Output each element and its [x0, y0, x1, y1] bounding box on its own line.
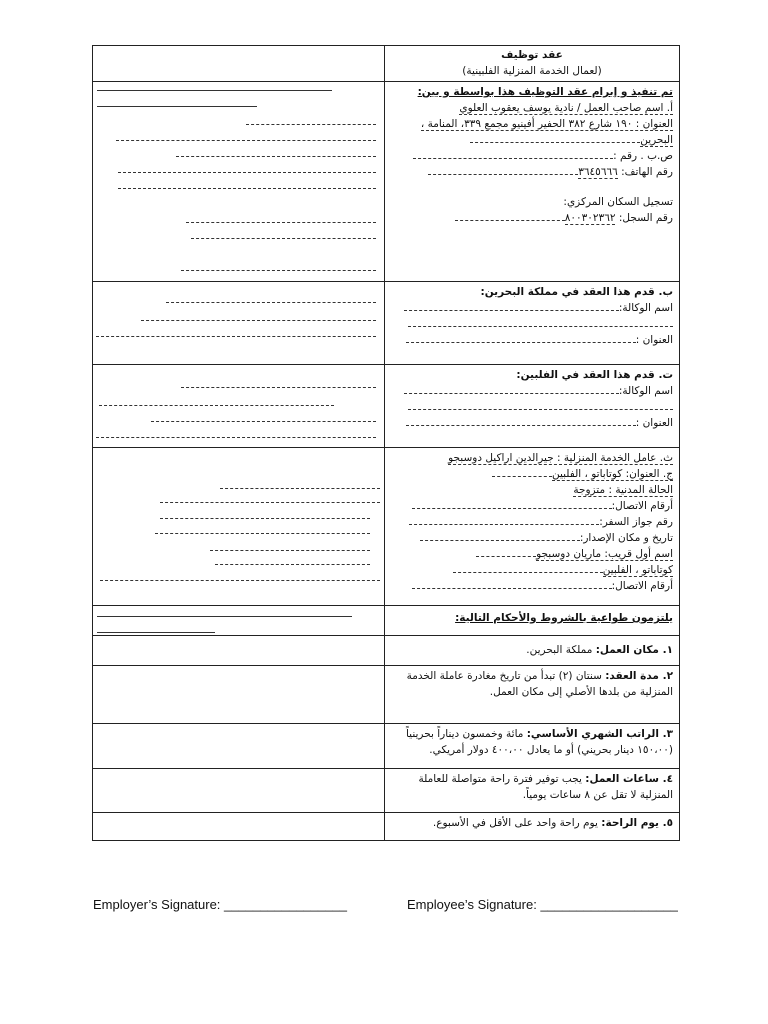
- english-term-4-cell: [93, 769, 385, 813]
- worker-row: [93, 448, 680, 606]
- bahrain-agency-name: اسم الوكالة:: [391, 300, 673, 316]
- worker-relative: اسم أول قريب: ماريان دوسبجو: [391, 546, 673, 562]
- registry-number: رقم السجل: ٨٠٠٣٠٢٣٦٢: [391, 210, 673, 226]
- term-1: ١. مكان العمل: مملكة البحرين.: [526, 644, 673, 656]
- philippines-agency-name: اسم الوكالة:: [391, 383, 673, 399]
- arabic-header-cell: [385, 46, 680, 82]
- arabic-philippines-cell: [385, 365, 680, 448]
- bahrain-agency-address: العنوان :: [391, 332, 673, 348]
- english-term-3-cell: [93, 724, 385, 769]
- fill-line: [191, 238, 376, 239]
- fill-line: [96, 336, 376, 337]
- arabic-term-4-cell: [385, 769, 680, 813]
- worker-relative-contact: أرقام الاتصال:: [391, 578, 673, 594]
- fill-line: [246, 124, 376, 125]
- phone-number: رقم الهاتف: ٣٦٤٥٦٦٦: [391, 164, 673, 180]
- contract-table: [92, 45, 680, 841]
- arabic-term-5-cell: [385, 813, 680, 841]
- arabic-term-2-cell: [385, 666, 680, 724]
- fill-line: [166, 302, 376, 303]
- term-5: ٥. يوم الراحة: يوم راحة واحد على الأقل في الأسبوع.: [432, 817, 673, 829]
- arabic-worker-cell: [385, 448, 680, 606]
- worker-name: ث. عامل الخدمة المنزلية : جيرالدين اراكيل دوسبجو: [448, 452, 673, 464]
- employer-name: أ. اسم صاحب العمل / نادية يوسف يعقوب العلوي: [459, 102, 673, 114]
- arabic-parties-cell: [385, 82, 680, 282]
- terms-heading: يلتزمون طواعية بالشروط والأحكام التالية:: [455, 612, 673, 624]
- terms-heading-row: [93, 606, 680, 636]
- term-row-5: [93, 813, 680, 841]
- worker-contact: أرقام الاتصال:: [391, 498, 673, 514]
- english-term-1-cell: [93, 636, 385, 666]
- fill-line: [210, 550, 370, 551]
- term-3: ٣. الراتب الشهري الأساسي: مائة وخمسون ديناراً بحرينياً: [405, 728, 673, 740]
- parties-heading: تم تنفيذ و إبرام عقد التوظيف هذا بواسطة و بين:: [417, 86, 673, 98]
- english-philippines-cell: [93, 365, 385, 448]
- fill-line: [155, 533, 370, 534]
- fill-line: [141, 320, 376, 321]
- fill-line: [118, 172, 376, 173]
- term-2: ٢. مدة العقد: سنتان (٢) تبدأ من تاريخ مغادرة عاملة الخدمة: [406, 670, 673, 682]
- english-term-2-cell: [93, 666, 385, 724]
- contract-subtitle: (لعمال الخدمة المنزلية الفلبينية): [462, 65, 602, 77]
- employer-signature: Employer’s Signature: _________________: [93, 897, 347, 912]
- fill-line: [97, 106, 257, 107]
- term-3-cont: (١٥٠،٠٠ دينار بحريني) أو ما يعادل ٤٠٠،٠٠ دولار أمريكي.: [429, 744, 673, 756]
- fill-line: [100, 580, 380, 581]
- philippines-agency-address: العنوان :: [391, 415, 673, 431]
- english-term-5-cell: [93, 813, 385, 841]
- english-header-cell: [93, 46, 385, 82]
- employee-signature: Employee’s Signature: ___________________: [407, 897, 678, 912]
- fill-line: [97, 616, 352, 617]
- contract-title: عقد توظيف: [501, 49, 563, 61]
- worker-issue: تاريخ و مكان الإصدار:: [391, 530, 673, 546]
- worker-passport: رقم جواز السفر:: [391, 514, 673, 530]
- fill-line: [99, 405, 334, 406]
- philippines-agency-row: [93, 365, 680, 448]
- worker-relative-address: كوتاباتو ، الفلبين: [391, 562, 673, 578]
- philippines-agency-heading: ت. قدم هذا العقد في الفلبين:: [516, 369, 673, 381]
- term-row-1: [93, 636, 680, 666]
- fill-line: [97, 632, 215, 633]
- fill-line: [96, 437, 376, 438]
- worker-marital-status: الحالة المدنية : متزوجة: [573, 484, 673, 496]
- term-row-4: [93, 769, 680, 813]
- bahrain-agency-dash: [391, 316, 673, 332]
- arabic-term-1-cell: [385, 636, 680, 666]
- term-4-cont: المنزلية لا تقل عن ٨ ساعات يومياً.: [522, 789, 673, 801]
- fill-line: [116, 140, 376, 141]
- fill-line: [118, 188, 376, 189]
- bahrain-agency-heading: ب. قدم هذا العقد في مملكة البحرين:: [480, 286, 673, 298]
- fill-line: [176, 156, 376, 157]
- term-row-2: [93, 666, 680, 724]
- english-bahrain-cell: [93, 282, 385, 365]
- registry-heading: تسجيل السكان المركزي:: [563, 196, 673, 208]
- header-row: [93, 46, 680, 82]
- fill-line: [160, 518, 370, 519]
- fill-line: [181, 387, 376, 388]
- fill-line: [160, 502, 380, 503]
- english-worker-cell: [93, 448, 385, 606]
- employer-address: العنوان : ١٩٠ شارع ٣٨٢ الحفير أفينيو مجمع ٣٣٩، المنامة ،: [420, 118, 673, 130]
- po-box: ص.ب . رقم :: [391, 148, 673, 164]
- worker-address: ج. العنوان: كوتاباتو ، الفلبين: [391, 466, 673, 482]
- fill-line: [220, 488, 380, 489]
- fill-line: [186, 222, 376, 223]
- fill-line: [151, 421, 376, 422]
- term-2-cont: المنزلية من بلدها الأصلي إلى مكان العمل.: [489, 686, 673, 698]
- bahrain-agency-row: [93, 282, 680, 365]
- fill-line: [215, 564, 370, 565]
- arabic-term-3-cell: [385, 724, 680, 769]
- fill-line: [181, 270, 376, 271]
- english-terms-heading-cell: [93, 606, 385, 636]
- term-row-3: [93, 724, 680, 769]
- employer-country: البحرين: [391, 132, 673, 148]
- english-parties-cell: [93, 82, 385, 282]
- term-4: ٤. ساعات العمل: يجب توفير فترة راحة متواصلة للعاملة: [418, 773, 673, 785]
- arabic-terms-heading-cell: [385, 606, 680, 636]
- philippines-agency-dash: [391, 399, 673, 415]
- fill-line: [97, 90, 332, 91]
- parties-row: [93, 82, 680, 282]
- arabic-bahrain-cell: [385, 282, 680, 365]
